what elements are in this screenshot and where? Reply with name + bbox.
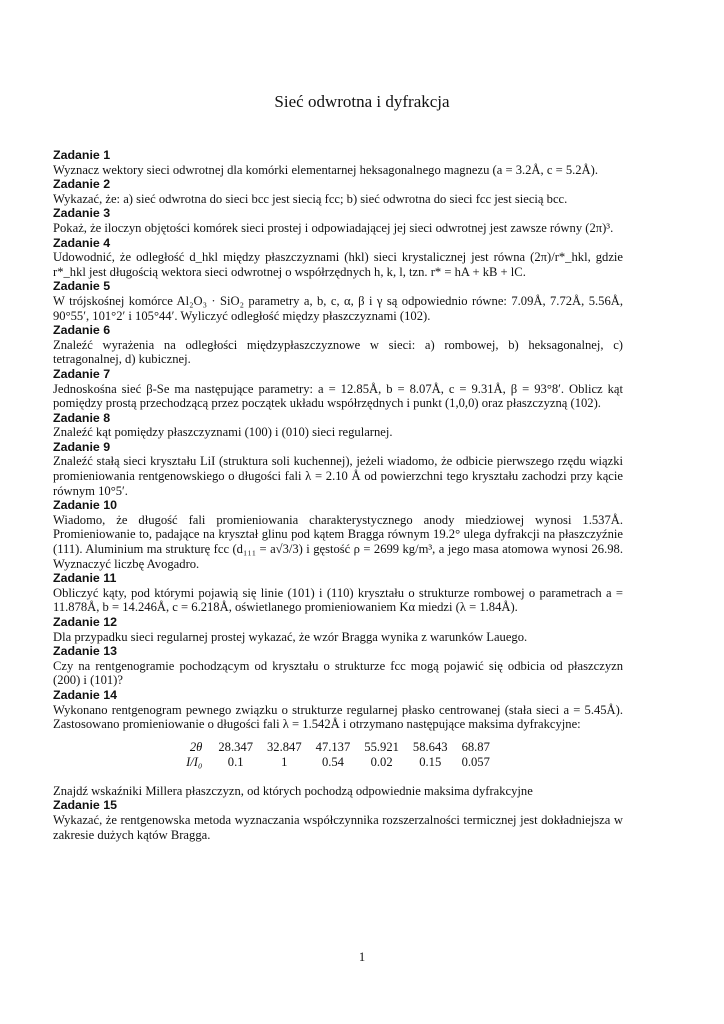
- table-row-two-theta: [179, 740, 497, 755]
- table-cell: 0.02: [370, 754, 393, 769]
- row-label: I/I₀: [186, 754, 203, 769]
- task-15: [53, 798, 623, 842]
- task-1: [53, 148, 623, 177]
- table-cell: 47.137: [315, 739, 351, 754]
- task-heading: Zadanie 5: [53, 279, 111, 294]
- table-cell: 0.1: [227, 754, 244, 769]
- task-heading: Zadanie 12: [53, 615, 118, 629]
- table-cell: 28.347: [218, 739, 253, 754]
- task-heading: Zadanie 14: [53, 687, 118, 702]
- task-heading: Zadanie 9: [53, 439, 111, 454]
- task-text: Udowodnić, że odległość d_hkl między płaszczyznami (hkl) sieci krystalicznej jest równa (2π)/r*_hkl, gdzie r*_hkl jest długością wektora sieci odwrotnej o współrzędnych h, k, l, tzn. r* = hA + kB + lC.: [53, 250, 623, 279]
- task-text: Pokaż, że iloczyn objętości komórek sieci prostej i odpowiadającej jej sieci odwrotnej jest zawsze równy (2π)³.: [53, 220, 614, 235]
- task-text: Czy na rentgenogramie pochodzącym od kryształu o strukturze fcc mogą pojawić się odbicia od płaszczyzn (200) i (101)?: [53, 658, 623, 688]
- task-9: [53, 440, 623, 498]
- table-cell: 0.057: [461, 754, 490, 769]
- task-heading: Zadanie 10: [53, 498, 118, 513]
- task-5: [53, 279, 623, 323]
- task-text: Wyznacz wektory sieci odwrotnej dla komórki elementarnej heksagonalnego magnezu (a = 3.2Å, c = 5.2Å).: [53, 162, 598, 177]
- table-cell: 1: [281, 754, 288, 769]
- task-text: Jednoskośna sieć β-Se ma następujące parametry: a = 12.85Å, b = 8.07Å, c = 9.31Å, β = 93°8′. Oblicz kąt pomiędzy prostą przechodzącą przez początek układu współrzędnych i punkt (1,0,0) oraz płaszczyzną (102).: [53, 381, 623, 411]
- page-number: 1: [358, 950, 366, 964]
- task-4: [53, 236, 623, 280]
- task-text-after-table: Znajdź wskaźniki Millera płaszczyzn, od których pochodzą odpowiednie maksima dyfrakcyjne: [53, 783, 533, 798]
- task-3: [53, 206, 623, 235]
- task-heading: Zadanie 4: [53, 235, 111, 250]
- table-cell: 68.87: [461, 739, 490, 754]
- task-13: [53, 644, 623, 688]
- task-text: Wykonano rentgenogram pewnego związku o strukturze regularnej płasko centrowanej (stała sieci a = 5.45Å). Zastosowano promieniowanie o długości fali λ = 1.542Å i otrzymano następujące maksima dyfrakcyjne:: [53, 702, 623, 732]
- task-heading: Zadanie 2: [53, 177, 111, 192]
- task-text: Obliczyć kąty, pod którymi pojawią się linie (101) i (110) kryształu o strukturze rombowej o parametrach a = 11.878Å, b = 14.246Å, c = 6.218Å, oświetlanego promieniowaniem Kα miedzi (λ = 1.84Å).: [53, 585, 623, 615]
- task-text: Znaleźć kąt pomiędzy płaszczyznami (100) i (010) sieci regularnej.: [53, 425, 393, 440]
- row-label: 2θ: [189, 739, 203, 754]
- task-heading: Zadanie 6: [53, 323, 111, 338]
- task-6: [53, 323, 623, 367]
- task-heading: Zadanie 7: [53, 366, 111, 381]
- table-cell: 0.54: [321, 754, 344, 769]
- task-heading: Zadanie 13: [53, 644, 118, 659]
- table-cell: 55.921: [364, 739, 399, 754]
- table-cell: 58.643: [412, 739, 448, 754]
- task-text: Dla przypadku sieci regularnej prostej wykazać, że wzór Bragga wynika z warunków Lauego.: [53, 629, 528, 644]
- task-8: [53, 411, 623, 440]
- page-title: Sieć odwrotna i dyfrakcja: [274, 92, 450, 111]
- task-14: [53, 688, 623, 798]
- task-text: Znaleźć wyrażenia na odległości międzypłaszczyznowe w sieci: a) rombowej, b) heksagonalnej, c) tetragonalnej, d) kubicznej.: [53, 337, 623, 367]
- task-2: [53, 177, 623, 206]
- task-text: Wykazać, że: a) sieć odwrotna do sieci bcc jest siecią fcc; b) sieć odwrotna do sieci fcc jest siecią bcc.: [53, 191, 568, 206]
- task-text: Znaleźć stałą sieci kryształu LiI (struktura soli kuchennej), jeżeli wiadomo, że odbicie pierwszego rzędu wiązki promieniowania rentgenowskiego o długości fali λ = 2.10 Å od powierzchni tego kryształu zachodzi przy kącie równym 10°5′.: [53, 454, 623, 498]
- task-heading: Zadanie 1: [53, 148, 111, 162]
- table-cell: 32.847: [267, 739, 302, 754]
- task-text: Wiadomo, że długość fali promieniowania charakterystycznego anody miedziowej wynosi 1.537Å. Promieniowanie to, padające na kryształ glinu pod kątem Bragga równym 19.2° ulega dyfrakcji na płaszczyźnie (111). Aluminium ma strukturę fcc (d₁₁₁ = a√3/3) i gęstość ρ = 2699 kg/m³, a jego masa atomowa wynosi 26.98. Wyznaczyć liczbę Avogadro.: [53, 512, 623, 571]
- task-heading: Zadanie 8: [53, 410, 111, 425]
- task-heading: Zadanie 15: [53, 798, 118, 813]
- task-text: Wykazać, że rentgenowska metoda wyznaczania współczynnika rozszerzalności termicznej jest dokładniejsza w zakresie dużych kątów Bragga.: [53, 812, 623, 842]
- table-row-intensity: [179, 755, 497, 770]
- task-7: [53, 367, 623, 411]
- task-heading: Zadanie 11: [53, 571, 117, 586]
- table-cell: 0.15: [419, 754, 442, 769]
- task-text: W trójskośnej komórce Al₂O₃ · SiO₂ parametry a, b, c, α, β i γ są odpowiednio równe: 7.09Å, 7.72Å, 5.56Å, 90°55′, 101°2′ i 105°44′. Wyliczyć odległość między płaszczyznami (102).: [53, 293, 623, 323]
- task-12: [53, 615, 623, 644]
- diffraction-maxima-table: [179, 740, 497, 770]
- task-heading: Zadanie 3: [53, 206, 111, 221]
- task-list: [53, 148, 623, 842]
- task-10: [53, 498, 623, 571]
- task-11: [53, 571, 623, 615]
